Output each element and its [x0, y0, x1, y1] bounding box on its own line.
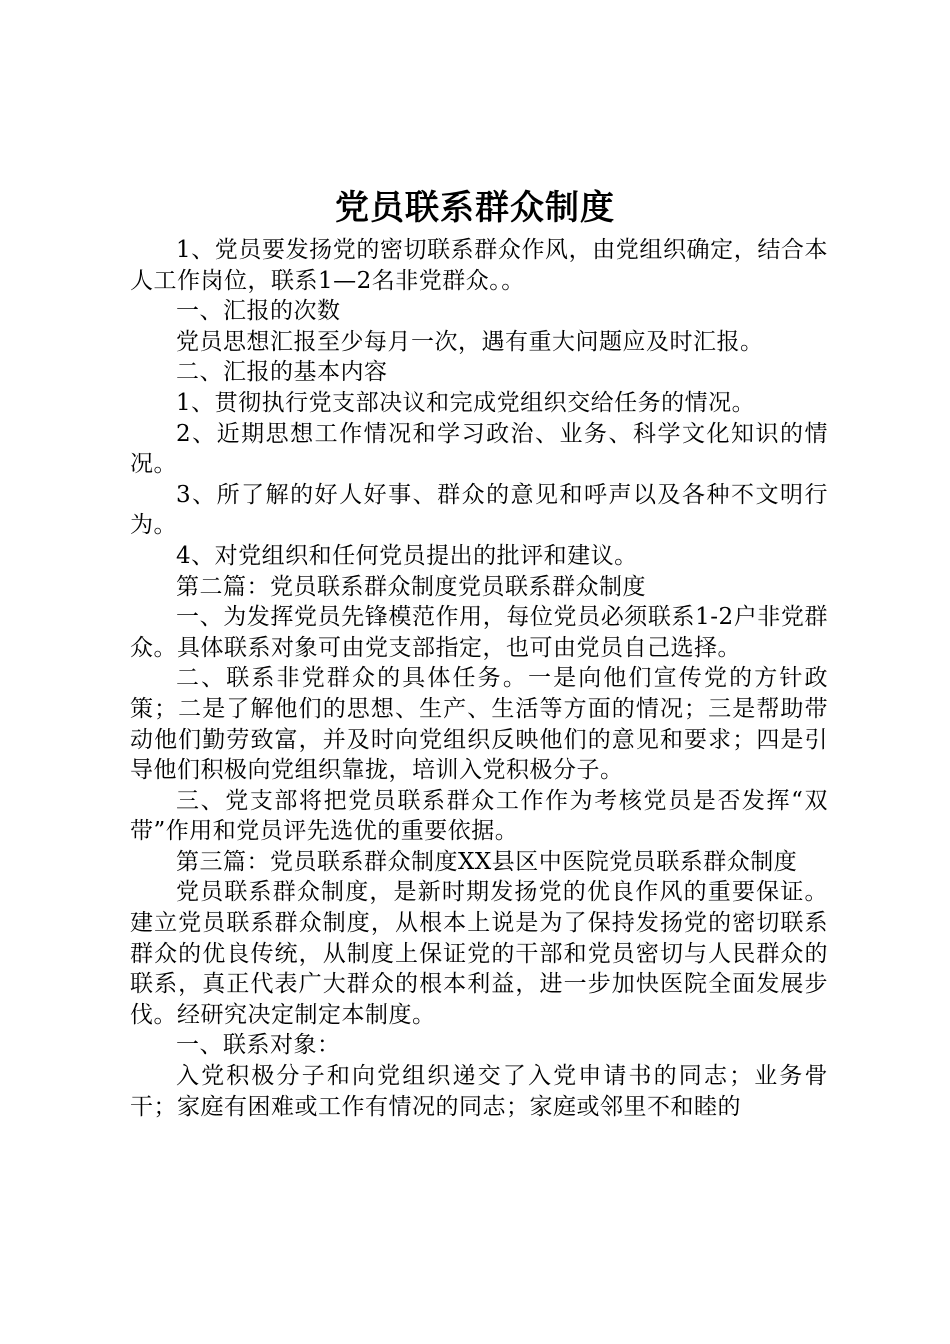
document-title: 党员联系群众制度 — [335, 188, 615, 228]
paragraph: 4、对党组织和任何党员提出的批评和建议。 — [176, 542, 638, 569]
paragraph: 2、近期思想工作情况和学习政治、业务、科学文化知识的情况。 — [130, 420, 828, 478]
document-body — [130, 235, 828, 1122]
paragraph: 1、党员要发扬党的密切联系群众作风，由党组织确定，结合本人工作岗位，联系1—2名非党群众。。 — [130, 237, 828, 294]
paragraph: 入党积极分子和向党组织递交了入党申请书的同志；业务骨干；家庭有困难或工作有情况的同志；家庭或邻里不和睦的 — [130, 1063, 828, 1120]
paragraph: 二、联系非党群众的具体任务。一是向他们宣传党的方针政策；二是了解他们的思想、生产、生活等方面的情况；三是帮助带动他们勤劳致富，并及时向党组织反映他们的意见和要求；四是引导他们积极向党组织靠拢，培训入党积极分子。 — [130, 665, 828, 784]
paragraph: 党员联系群众制度，是新时期发扬党的优良作风的重要保证。建立党员联系群众制度，从根本上说是为了保持发扬党的密切联系群众的优良传统，从制度上保证党的干部和党员密切与人民群众的联系，真正代表广大群众的根本利益，进一步加快医院全面发展步伐。经研究决定制定本制度。 — [130, 879, 828, 1028]
paragraph: 第二篇：党员联系群众制度党员联系群众制度 — [176, 573, 646, 600]
paragraph: 3、所了解的好人好事、群众的意见和呼声以及各种不文明行为。 — [130, 481, 828, 539]
paragraph: 二、汇报的基本内容 — [176, 359, 388, 386]
paragraph: 一、为发挥党员先锋模范作用，每位党员必须联系1-2户非党群众。具体联系对象可由党支部指定，也可由党员自己选择。 — [130, 604, 828, 661]
paragraph: 一、联系对象： — [176, 1032, 341, 1059]
paragraph: 党员思想汇报至少每月一次，遇有重大问题应及时汇报。 — [176, 328, 764, 355]
paragraph: 第三篇：党员联系群众制度XX县区中医院党员联系群众制度 — [176, 848, 798, 875]
paragraph: 1、贯彻执行党支部决议和完成党组织交给任务的情况。 — [176, 389, 756, 416]
paragraph: 三、党支部将把党员联系群众工作作为考核党员是否发挥“双带”作用和党员评先选优的重要依据。 — [130, 787, 828, 845]
paragraph: 一、汇报的次数 — [176, 298, 341, 325]
